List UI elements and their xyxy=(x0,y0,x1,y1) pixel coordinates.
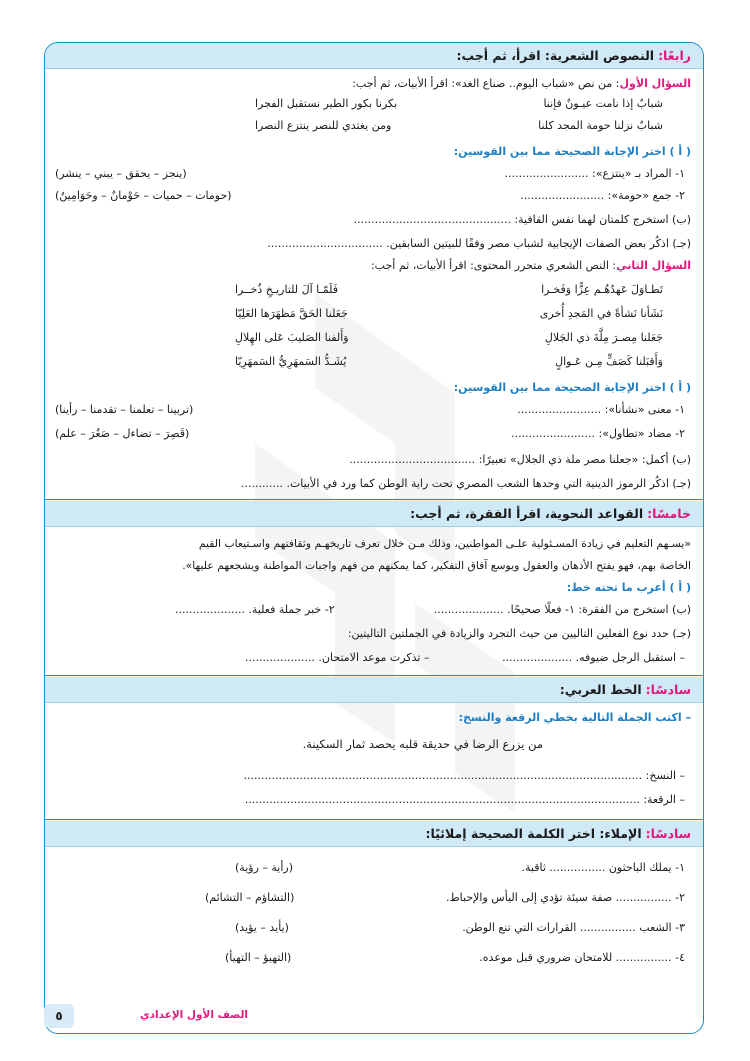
divider-1 xyxy=(45,499,703,500)
section-number: خامسًا: xyxy=(647,506,691,521)
dictation-q1-options: (رأية – رؤية) xyxy=(235,861,293,874)
section-calligraphy-header xyxy=(45,677,703,703)
section-grammar xyxy=(45,501,703,527)
section-title: القواعد النحوية، اقرأ الفقرة، ثم أجب: xyxy=(410,506,644,521)
antonym-options: (قَصِرَ – تضاءل – صَغُرَ – علم) xyxy=(55,427,190,440)
section-number: رابعًا: xyxy=(658,48,691,63)
section-number: سادسًا: xyxy=(645,682,691,697)
calligraphy-sentence: من يزرع الرضا في حديقة قلبه يحصد ثمار السكينة. xyxy=(302,737,543,751)
section-poetry-header xyxy=(45,43,703,69)
meaning-question: ١- معنى «نشأنا»: ........................ xyxy=(517,403,685,416)
section-poetry xyxy=(45,43,703,69)
traits-question: (جـ) اذكُر بعض الصفات الإيجابية لشباب مصر وفقًا للبيتين السابقين. ................................. xyxy=(267,237,691,250)
choose-heading-1: ( أ ) اختر الإجابة الصحيحة مما بين القوسين: xyxy=(453,145,691,158)
divider-2 xyxy=(45,675,703,676)
divider-3 xyxy=(45,819,703,820)
meaning-options: (تربينا – تعلمنا – تقدمنا – رأينا) xyxy=(55,403,194,416)
verse2-1-first: تَطـاوَلَ عَهدُهُـم عِزًّا وَفَخـرا xyxy=(541,283,663,296)
section-title: الإملاء: اختر الكلمة الصحيحة إملائيًا: xyxy=(425,826,642,841)
verse2-4-second: يُشَـدُّ السَمهَرِيُّ السَمهَرِيّا xyxy=(235,355,347,368)
dictation-q1: ١- يملك الباحثون ................ ثاقبة. xyxy=(521,861,685,874)
question-2-label: السؤال الثاني xyxy=(616,259,691,272)
verse2-4-first: وَأَقبَلنا كَصَفٍّ مِـن عَـوالٍ xyxy=(555,355,663,368)
question-2-text: : النص الشعري متحرر المحتوى: اقرأ الأبيات، ثم أجب: xyxy=(370,259,617,272)
complete-question: (ب) أكمل: «جعلنا مصر ملة ذي الجلال» تعبيرًا: .................................... xyxy=(349,453,691,466)
verse2-3-second: وَأَلفنا الصَليبَ عَلى الهِلالِ xyxy=(235,331,349,344)
calligraphy-task: – اكتب الجملة التالية بخطي الرقعة والنسخ: xyxy=(458,711,691,724)
rhyme-question: (ب) استخرج كلمتان لهما نفس القافية: ............................................. xyxy=(353,213,691,226)
naskh-line: – النسخ: .................................................................................................................. xyxy=(243,769,685,782)
verse-1-second: بكرنا بكور الطير نستقبل الفجرا xyxy=(255,97,398,110)
section-grammar-header xyxy=(45,501,703,527)
verse-1-first: شبابٌ إذا نامت عيـونٌ فإننا xyxy=(543,97,663,110)
parse-question: ( أ ) أعرب ما تحته خط: xyxy=(566,581,691,594)
question-1-intro xyxy=(352,77,691,91)
page-frame xyxy=(44,42,704,1034)
section-dictation xyxy=(45,821,703,847)
verse-2-first: شبابٌ نزلنا حومة المجد كلنا xyxy=(538,119,663,132)
vocab-q2: ٢- جمع «حومة»: ........................ xyxy=(520,189,685,202)
grammar-paragraph-line-2: الخاصة بهم، فهو يفتح الأذهان والعقول ويوسع آفاق التفكير، كما يمكنهم من فهم واجبات المواطنة ويشجعهم عليها». xyxy=(182,559,691,572)
verse2-3-first: جَعَلنا مِصـرَ مِلَّةَ ذي الجَلالِ xyxy=(544,331,663,344)
dictation-q4: ٤- ................ للامتحان ضروري قبل موعده. xyxy=(479,951,685,964)
grade-label: الصف الأول الإعدادي xyxy=(140,1009,249,1021)
dictation-q4-options: (التهيؤ – التهيأ) xyxy=(225,951,292,964)
verse-2-second: ومن يغتدي للنصر ينتزع النصرا xyxy=(255,119,392,132)
vocab-q1: ١- المراد بـ «ينتزع»: ........................ xyxy=(504,167,685,180)
verb-sentence-2: – تذكرت موعد الامتحان. .................... xyxy=(245,651,430,664)
verb-type-question: (جـ) حدد نوع الفعلين التاليين من حيث التجرد والزيادة في الجملتين التاليتين: xyxy=(347,627,691,640)
page-footer xyxy=(44,1002,704,1030)
section-number: سادسًا: xyxy=(645,826,691,841)
symbols-question: (جـ) اذكُر الرموز الدينية التي وحدها الشعب المصري تحت راية الوطن كما ورد في الأبيات. ............ xyxy=(241,477,691,490)
page-number: ٥ xyxy=(44,1004,74,1028)
antonym-question: ٢- مضاد «تطاول»: ........................ xyxy=(511,427,685,440)
section-dictation-header xyxy=(45,821,703,847)
verse2-1-second: فَلَمّـا آلَ للتاريـخِ ذُخــرا xyxy=(235,283,339,296)
vocab-q1-options: (ينجز – يحقق – يبني – ينشر) xyxy=(55,167,187,180)
verb-sentence-1: – استقبل الرجل ضيوفه. .................... xyxy=(502,651,685,664)
extract-question: (ب) استخرج من الفقرة: ١- فعلًا صحيحًا. .................... xyxy=(433,603,691,616)
dictation-q3: ٣- الشعب ................ القرارات التي تنع الوطن. xyxy=(462,921,685,934)
section-calligraphy xyxy=(45,677,703,703)
extract-question-2: ٢- خبر جملة فعلية. .................... xyxy=(175,603,335,616)
section-title: النصوص الشعرية: اقرأ، ثم أجب: xyxy=(456,48,655,63)
question-2-intro xyxy=(371,259,691,273)
vocab-q2-options: (حومات – حميات – حَوْمانٌ – وحَوَامِينُ) xyxy=(55,189,232,202)
question-1-label: السؤال الأول xyxy=(619,77,691,90)
verse2-2-second: جَعَلنا الحَقَّ مَظهَرَها العَلِيّا xyxy=(235,307,348,320)
dictation-q2: ٢- ................ صفة سيئة تؤدي إلى اليأس والإحباط. xyxy=(446,891,685,904)
question-1-text: : من نص «شباب اليوم.. صناع الغد»: اقرأ الأبيات، ثم أجب: xyxy=(352,77,620,90)
dictation-q2-options: (التشاؤم – التشائم) xyxy=(205,891,295,904)
verse2-2-first: نَشَأنا نَشأةً في المَجدِ أُخرى xyxy=(539,307,663,320)
choose-heading-2: ( أ ) اختر الإجابة الصحيحة مما بين القوسين: xyxy=(453,381,691,394)
grammar-paragraph-line-1: «يسـهم التعليم في زيادة المسـئولية علـى المواطنين، وذلك مـن خلال تعرف تاريخهـم وثقافتهم واسـتيعاب القيم xyxy=(198,537,691,550)
dictation-q3-options: (يأيد – يؤيد) xyxy=(235,921,289,934)
section-title: الخط العربي: xyxy=(559,682,642,697)
ruqaa-line: – الرقعة: ................................................................................................................. xyxy=(244,793,685,806)
